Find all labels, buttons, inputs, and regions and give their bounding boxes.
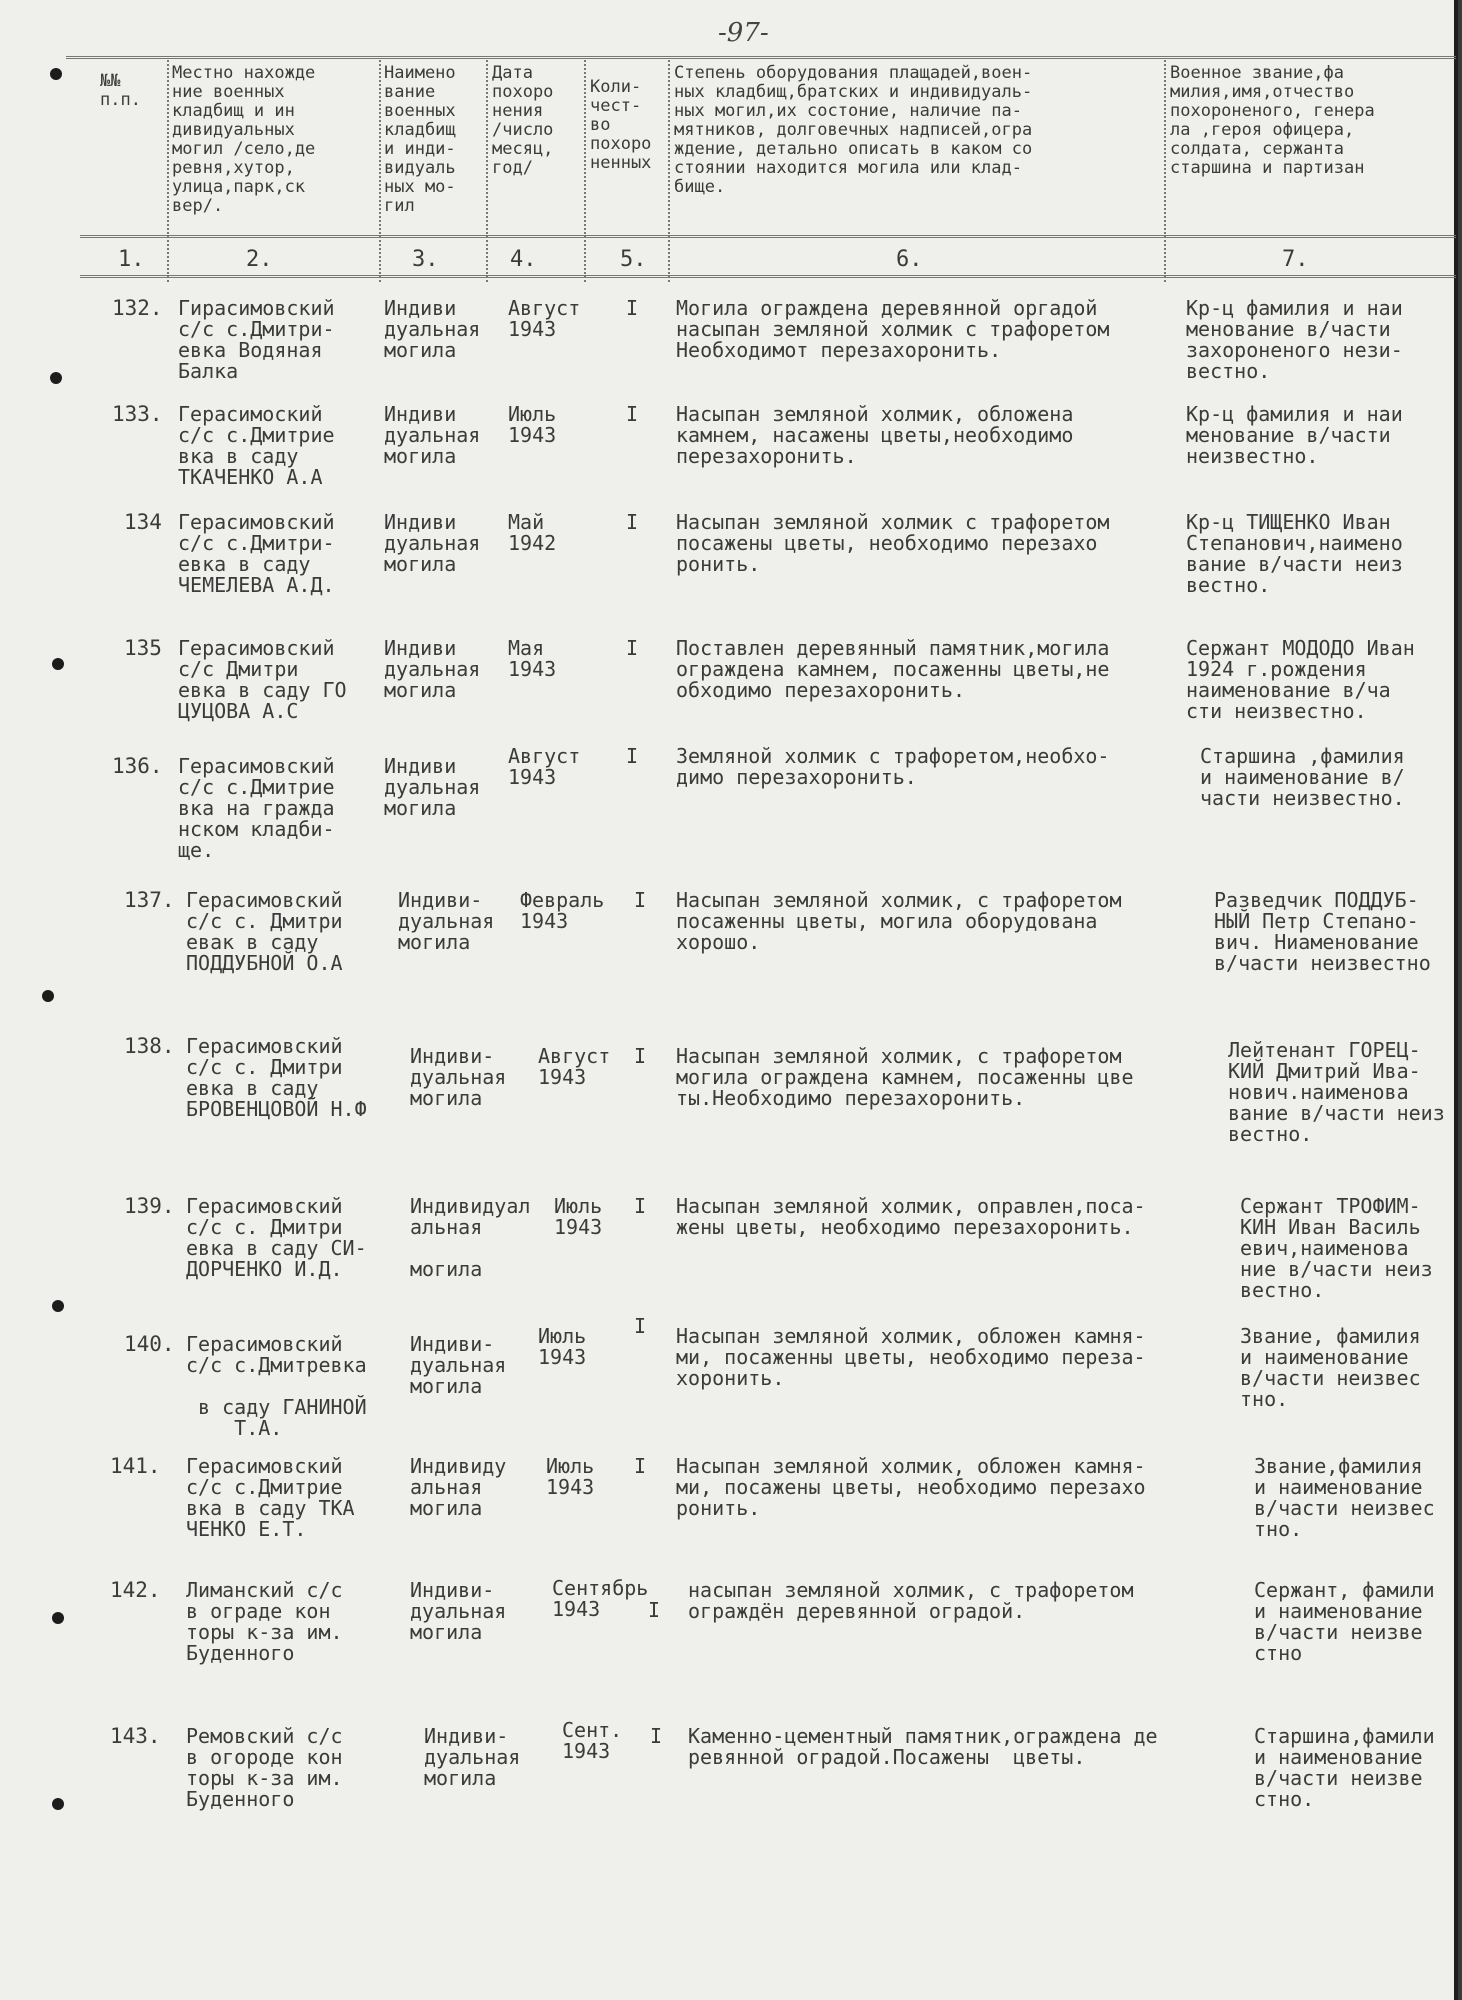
page-number: -97- <box>718 18 769 48</box>
column-separator <box>167 60 169 282</box>
row-grave-type: Индиви- дуальная могила <box>410 1332 507 1398</box>
row-number: 140. <box>124 1332 175 1356</box>
header-col-date: Дата похоро нения /число месяц, год/ <box>492 63 554 178</box>
row-buried-person: Кр-ц ТИЩЕНКО Иван Степанович,наимено вание в/части неиз вестно. <box>1186 510 1403 597</box>
row-location: Ремовский с/с в огороде кон торы к-за им. Буденного <box>186 1724 343 1811</box>
row-count: I <box>634 1194 647 1218</box>
row-buried-person: Старшина ,фамилия и наименование в/ части неизвестно. <box>1200 744 1405 810</box>
row-location: Герасимовский с/с с. Дмитри евка в саду БРОВЕНЦОВОЙ Н.Ф <box>186 1034 367 1121</box>
column-number: 2. <box>246 247 273 272</box>
row-grave-type: Индиви- дуальная могила <box>398 888 495 954</box>
row-burial-date: Июль 1943 <box>508 402 557 447</box>
row-burial-date: Июль 1943 <box>554 1194 603 1239</box>
row-count: I <box>626 402 639 426</box>
table-top-rule <box>66 56 1456 59</box>
row-location: Герасимовский с/с с.Дмитрие вка в саду ТКА ЧЕНКО Е.Т. <box>186 1454 355 1541</box>
row-count: I <box>634 1314 647 1338</box>
row-location: Герасимоский с/с с.Дмитрие вка в саду ТКАЧЕНКО А.А <box>178 402 335 489</box>
row-burial-date: Май 1942 <box>508 510 557 555</box>
row-burial-date: Август 1943 <box>508 296 581 341</box>
header-bottom-rule <box>80 235 1456 238</box>
column-number: 7. <box>1282 247 1309 272</box>
binder-hole <box>52 1612 64 1624</box>
row-number: 133. <box>112 402 163 426</box>
row-count: I <box>626 744 639 768</box>
row-burial-date: Сентябрь 1943 <box>552 1576 649 1621</box>
row-grave-type: Индиви- дуальная могила <box>410 1044 507 1110</box>
header-col-name: Наимено вание военных кладбищ и инди- видуаль ных мо- гил <box>384 63 456 216</box>
column-separator <box>1164 60 1166 282</box>
row-grave-type: Индиви дуальная могила <box>384 402 481 468</box>
row-condition: Земляной холмик с трафоретом,необхо- димо перезахоронить. <box>676 744 1110 789</box>
row-condition: насыпан земляной холмик, с трафоретом ограждён деревянной оградой. <box>688 1578 1134 1623</box>
row-condition: Каменно-цементный памятник,ограждена де ревянной оградой.Посажены цветы. <box>688 1724 1158 1769</box>
row-number: 141. <box>110 1454 161 1478</box>
row-condition: Поставлен деревянный памятник,могила ограждена камнем, посаженны цветы,не обходимо перезахоронить. <box>676 636 1110 702</box>
header-col-number: №№ п.п. <box>100 71 141 110</box>
row-buried-person: Кр-ц фамилия и наи менование в/части неизвестно. <box>1186 402 1403 468</box>
row-burial-date: Мая 1943 <box>508 636 557 681</box>
row-count: I <box>650 1724 663 1748</box>
row-burial-date: Август 1943 <box>508 744 581 789</box>
column-separator <box>486 60 488 282</box>
row-buried-person: Старшина,фамили и наименование в/части неизве стно. <box>1254 1724 1435 1811</box>
row-buried-person: Лейтенант ГОРЕЦ- КИЙ Дмитрий Ива- нович.наименова вание в/части неиз вестно. <box>1228 1038 1445 1146</box>
row-buried-person: Сержант ТРОФИМ- КИН Иван Василь евич,наименова ние в/части неиз вестно. <box>1240 1194 1433 1302</box>
row-condition: Насыпан земляной холмик, обложен камня- ми, посажены цветы, необходимо перезахо ронить. <box>676 1454 1146 1520</box>
row-burial-date: Февраль 1943 <box>520 888 605 933</box>
row-location: Герасимовский с/с с. Дмитри евак в саду ПОДДУБНОЙ О.А <box>186 888 343 975</box>
page-edge-shadow <box>1454 0 1458 2000</box>
binder-hole <box>52 1300 64 1312</box>
header-col-condition: Степень оборудования плащадей,воен- ных кладбищ,братских и индивидуаль- ных могил,их состоние, наличие па- мятников, долговечных надписей,огра ждение, детально описать в каком со стоянии находится могила или клад- бище. <box>674 63 1033 197</box>
row-location: Гирасимовский с/с с.Дмитри- евка Водяная Балка <box>178 296 335 383</box>
row-location: Герасимовский с/с с.Дмитри- евка в саду ЧЕМЕЛЕВА А.Д. <box>178 510 335 597</box>
column-number: 6. <box>896 247 923 272</box>
row-grave-type: Индиви дуальная могила <box>384 636 481 702</box>
row-number: 137. <box>124 888 175 912</box>
column-separator <box>668 60 670 282</box>
row-grave-type: Индиви дуальная могила <box>384 510 481 576</box>
row-number: 136. <box>112 754 163 778</box>
row-location: Герасимовский с/с с.Дмитревка в саду ГАНИНОЙ Т.А. <box>186 1332 367 1440</box>
row-buried-person: Звание,фамилия и наименование в/части неизвес тно. <box>1254 1454 1435 1541</box>
binder-hole <box>52 1798 64 1810</box>
binder-hole <box>50 68 62 80</box>
binder-hole <box>52 658 64 670</box>
row-burial-date: Август 1943 <box>538 1044 611 1089</box>
column-numbers-rule <box>80 275 1456 278</box>
row-condition: Могила ограждена деревянной оргадой насыпан земляной холмик с трафоретом Необходимот перезахоронить. <box>676 296 1110 362</box>
row-count: I <box>634 888 647 912</box>
row-count: I <box>634 1454 647 1478</box>
row-location: Герасимовский с/с с. Дмитри евка в саду СИ- ДОРЧЕНКО И.Д. <box>186 1194 367 1281</box>
row-count: I <box>634 1044 647 1068</box>
column-number: 4. <box>510 247 537 272</box>
row-location: Герасимовский с/с с.Дмитрие вка на гражда нском кладби- ще. <box>178 754 335 862</box>
row-condition: Насыпан земляной холмик, обложен камня- ми, посаженны цветы, необходимо переза- хоронить. <box>676 1324 1146 1390</box>
row-condition: Насыпан земляной холмик, оправлен,поса- жены цветы, необходимо перезахоронить. <box>676 1194 1146 1239</box>
row-burial-date: Июль 1943 <box>538 1324 587 1369</box>
row-burial-date: Июль 1943 <box>546 1454 595 1499</box>
binder-hole <box>50 372 62 384</box>
row-buried-person: Кр-ц фамилия и наи менование в/части захороненого нези- вестно. <box>1186 296 1403 383</box>
column-number: 3. <box>412 247 439 272</box>
row-buried-person: Сержант МОДОДО Иван 1924 г.рождения наименование в/ча сти неизвестно. <box>1186 636 1415 723</box>
row-number: 138. <box>124 1034 175 1058</box>
row-condition: Насыпан земляной холмик с трафоретом посажены цветы, необходимо перезахо ронить. <box>676 510 1110 576</box>
row-condition: Насыпан земляной холмик, с трафоретом могила ограждена камнем, посаженны цве ты.Необходимо перезахоронить. <box>676 1044 1134 1110</box>
row-grave-type: Индиви дуальная могила <box>384 296 481 362</box>
row-count: I <box>626 636 639 660</box>
header-col-buried: Военное звание,фа милия,имя,отчество похороненого, генера ла ,героя офицера, солдата, сержанта старшина и партизан <box>1170 63 1375 178</box>
row-count: I <box>648 1598 661 1622</box>
row-count: I <box>626 510 639 534</box>
row-grave-type: Индиви дуальная могила <box>384 754 481 820</box>
column-number: 5. <box>620 247 647 272</box>
row-condition: Насыпан земляной холмик, с трафоретом посаженны цветы, могила оборудована хорошо. <box>676 888 1122 954</box>
row-number: 142. <box>110 1578 161 1602</box>
row-grave-type: Индиви- дуальная могила <box>424 1724 521 1790</box>
column-separator <box>584 60 586 282</box>
column-number: 1. <box>118 247 145 272</box>
row-buried-person: Разведчик ПОДДУБ- НЫЙ Петр Степано- вич. Ниаменование в/части неизвестно <box>1214 888 1431 975</box>
row-burial-date: Сент. 1943 <box>562 1718 623 1763</box>
header-col-location: Местно нахожде ние военных кладбищ и ин дивидуальных могил /село,де ревня,хутор, улица,парк,ск вер/. <box>172 63 316 216</box>
row-location: Герасимовский с/с Дмитри евка в саду ГО ЦУЦОВА А.С <box>178 636 347 723</box>
header-col-count: Коли- чест- во похоро ненных <box>590 77 652 173</box>
binder-hole <box>42 990 54 1002</box>
column-separator <box>379 60 381 282</box>
row-condition: Насыпан земляной холмик, обложена камнем, насажены цветы,необходимо перезахоронить. <box>676 402 1074 468</box>
row-count: I <box>626 296 639 320</box>
row-location: Лиманский с/с в ограде кон торы к-за им. Буденного <box>186 1578 343 1665</box>
row-number: 134 <box>124 510 162 534</box>
row-number: 139. <box>124 1194 175 1218</box>
row-grave-type: Индивидуал альная могила <box>410 1194 531 1281</box>
row-grave-type: Индиви- дуальная могила <box>410 1578 507 1644</box>
row-grave-type: Индивиду альная могила <box>410 1454 507 1520</box>
row-buried-person: Сержант, фамили и наименование в/части неизве стно <box>1254 1578 1435 1665</box>
row-buried-person: Звание, фамилия и наименование в/части неизвес тно. <box>1240 1324 1421 1411</box>
row-number: 132. <box>112 296 163 320</box>
row-number: 143. <box>110 1724 161 1748</box>
row-number: 135 <box>124 636 162 660</box>
